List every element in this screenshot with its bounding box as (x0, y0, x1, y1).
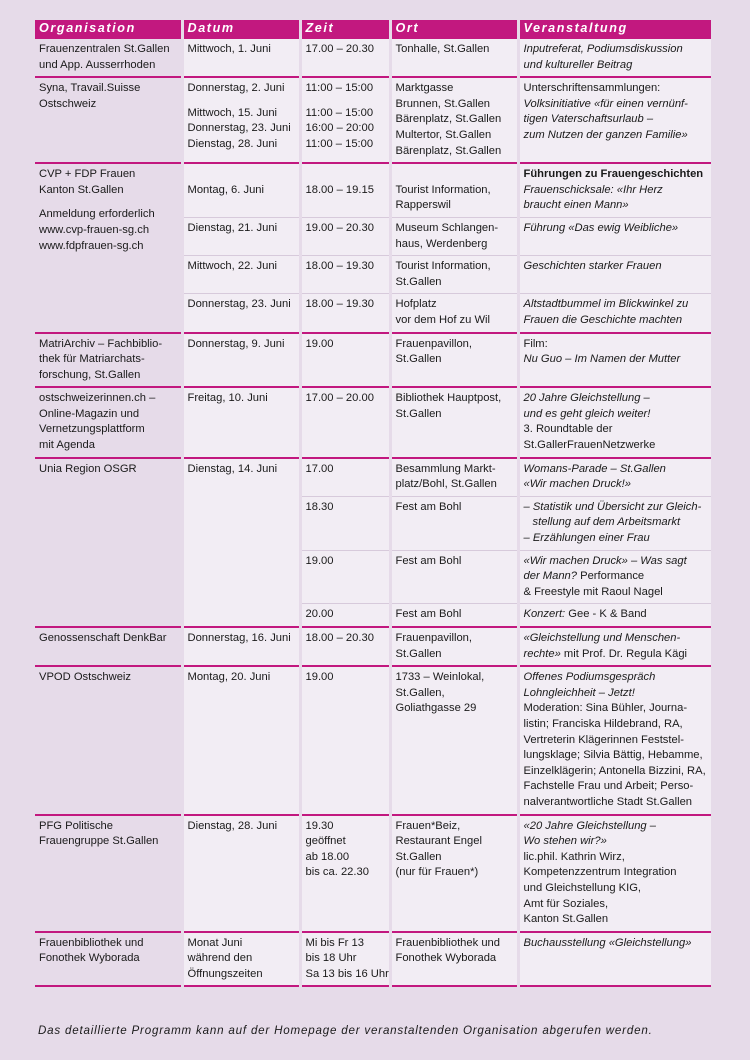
text-line: 18.00 – 19.30 (305, 260, 374, 273)
text-line: Dienstag, 14. Juni (187, 462, 278, 475)
place-cell (390, 77, 518, 163)
time-cell (300, 163, 390, 217)
text-line: und es geht gleich weiter! (523, 407, 651, 420)
event-heading: Führungen zu Frauengeschichten (523, 168, 704, 181)
text-line: St.Gallen (395, 407, 442, 420)
text-line: Vernetzungsplattform (39, 423, 145, 436)
text-line: Womans-Parade – St.Gallen (523, 462, 666, 475)
time-cell (300, 550, 390, 604)
text-line: Frauen die Geschichte machten (523, 313, 683, 326)
place-cell (390, 627, 518, 666)
event-cell (518, 294, 711, 333)
event-cell (518, 550, 711, 604)
text-line: Montag, 6. Juni (187, 183, 264, 196)
text-line: Lohngleichheit – Jetzt! (523, 686, 635, 699)
event-cell (518, 256, 711, 294)
text-line: und Gleichstellung KIG, (523, 881, 642, 894)
text-line: listin; Franciska Hildebrand, RA, (523, 717, 683, 730)
text-line: 19.00 (305, 671, 334, 684)
text-line: 20 Jahre Gleichstellung – (523, 392, 650, 405)
text-line: nalverantwortliche Stadt St.Gallen (523, 795, 693, 808)
text-line: (nur für Frauen*) (395, 866, 479, 879)
text-line: mit Agenda (39, 439, 95, 452)
event-line: – Erzählungen einer Frau (523, 532, 650, 545)
text-line: Brunnen, St.Gallen (395, 97, 491, 110)
event-heading: Film: (523, 337, 548, 350)
text-line: Unia Region OSGR (39, 462, 137, 475)
time-cell (300, 458, 390, 497)
table-row (35, 333, 711, 388)
text-line: 20.00 (305, 608, 334, 621)
text-line: Frauen*Beiz, (395, 819, 461, 832)
event-cell (518, 387, 711, 457)
time-cell (300, 932, 390, 987)
event-cell (518, 217, 711, 255)
text-line: www.fdpfrauen-sg.ch (39, 239, 144, 252)
place-cell (390, 256, 518, 294)
text-line: zum Nutzen der ganzen Familie» (523, 128, 688, 141)
text-line: 17.00 – 20.30 (305, 43, 374, 55)
text-line: Restaurant Engel (395, 835, 482, 848)
table-row (35, 39, 711, 77)
text-line: Hofplatz (395, 298, 437, 311)
place-cell (390, 496, 518, 550)
table-row (35, 77, 711, 163)
text-line: Marktgasse (395, 82, 454, 95)
text-line: Ostschweiz (39, 97, 97, 110)
table-row (35, 458, 711, 497)
text-line: Frauenschicksale: «Ihr Herz (523, 183, 663, 196)
text-line: Frauenbibliothek und (39, 936, 144, 949)
event-cell (518, 932, 711, 987)
text-line: «20 Jahre Gleichstellung – (523, 819, 656, 832)
text-line: tigen Vaterschaftsurlaub – (523, 113, 654, 126)
date-cell (182, 932, 300, 987)
time-cell (300, 666, 390, 814)
text-line: Museum Schlangen- (395, 221, 499, 234)
event-line: der Mann? (523, 570, 577, 583)
text-line: Fonothek Wyborada (39, 952, 140, 965)
text-line: Donnerstag, 23. Juni (187, 122, 291, 135)
text-line: St.Gallen, (395, 686, 445, 699)
text-line: Frauengruppe St.Gallen (39, 835, 159, 848)
text-line: Altstadtbummel im Blickwinkel zu (523, 298, 689, 311)
date-cell (182, 256, 300, 294)
event-line: stellung auf dem Arbeitsmarkt (532, 516, 681, 529)
organisation-cell (35, 815, 182, 932)
text-line: Moderation: Sina Bühler, Journa- (523, 702, 688, 715)
date-cell (182, 666, 300, 814)
organisation-cell (35, 39, 182, 77)
text-line: Donnerstag, 16. Juni (187, 632, 291, 644)
text-line: Einzelklägerin; Antonella Bizzini, RA, (523, 764, 706, 777)
text-line: forschung, St.Gallen (39, 368, 141, 381)
text-line: 11:00 – 15:00 (305, 82, 374, 95)
time-cell (300, 496, 390, 550)
text-line: 17.00 – 20.00 (305, 392, 374, 405)
text-line: Fest am Bohl (395, 500, 462, 513)
date-cell (182, 39, 300, 77)
time-cell (300, 77, 390, 163)
text-line: Frauenbibliothek und (395, 936, 500, 949)
text-line: Monat Juni (187, 936, 243, 949)
event-line: mit Prof. Dr. Regula Kägi (560, 647, 688, 660)
text-line: Genossenschaft DenkBar (39, 632, 167, 644)
text-line: Besammlung Markt- (395, 462, 496, 475)
text-line: Wo stehen wir?» (523, 835, 607, 848)
organisation-cell (35, 387, 182, 457)
text-line: lic.phil. Kathrin Wirz, (523, 850, 625, 863)
text-line: Tonhalle, St.Gallen (395, 43, 490, 55)
time-cell (300, 815, 390, 932)
text-line: vor dem Hof zu Wil (395, 313, 490, 326)
table-row (35, 387, 711, 457)
text-line: geöffnet (305, 835, 346, 848)
event-cell (518, 333, 711, 388)
text-line: St.GallerFrauenNetzwerke (523, 439, 656, 452)
text-line: 11:00 – 15:00 (305, 137, 374, 150)
text-line: Nu Guo – Im Namen der Mutter (523, 353, 681, 366)
event-heading: Unterschriftensammlungen: (523, 82, 661, 95)
date-cell (182, 815, 300, 932)
text-line: Freitag, 10. Juni (187, 392, 268, 405)
text-line: Fest am Bohl (395, 554, 462, 567)
text-line: St.Gallen (395, 647, 442, 660)
text-line: ostschweizerinnen.ch – (39, 392, 156, 405)
organisation-cell (35, 627, 182, 666)
text-line: Tourist Information, (395, 260, 491, 273)
text-line: Donnerstag, 23. Juni (187, 298, 291, 311)
event-line: rechte» (523, 647, 561, 660)
text-line: Fonothek Wyborada (395, 952, 497, 965)
event-schedule-table (35, 20, 711, 987)
organisation-cell (35, 77, 182, 163)
text-line: während den (187, 952, 253, 965)
text-line: Sa 13 bis 16 Uhr (305, 967, 389, 980)
date-cell (182, 627, 300, 666)
text-line: Mittwoch, 15. Juni (187, 106, 278, 119)
place-cell (390, 604, 518, 627)
time-cell (300, 217, 390, 255)
date-cell (182, 333, 300, 388)
text-line: 18.00 – 19.15 (305, 183, 374, 196)
text-line: platz/Bohl, St.Gallen (395, 478, 497, 491)
text-line: Frauenpavillon, (395, 337, 472, 350)
event-line: Gee - K & Band (565, 608, 647, 621)
text-line: 19.30 (305, 819, 334, 832)
text-line: Bärenplatz, St.Gallen (395, 113, 502, 126)
text-line: Multertor, St.Gallen (395, 128, 492, 141)
text-line: 11:00 – 15:00 (305, 106, 374, 119)
place-cell (390, 39, 518, 77)
organisation-cell (35, 163, 182, 332)
organisation-cell (35, 333, 182, 388)
text-line: 17.00 (305, 462, 334, 475)
time-cell (300, 256, 390, 294)
date-cell (182, 458, 300, 627)
text-line: Mittwoch, 22. Juni (187, 260, 278, 273)
text-line: Tourist Information, (395, 183, 491, 196)
date-cell (182, 294, 300, 333)
text-line: 16:00 – 20:00 (305, 122, 374, 135)
text-line: Fest am Bohl (395, 608, 462, 621)
event-line: – Statistik und Übersicht zur Gleich- (523, 500, 702, 513)
text-line: Syna, Travail.Suisse (39, 82, 141, 95)
table-row (35, 932, 711, 987)
text-line: braucht einen Mann» (523, 199, 629, 212)
place-cell (390, 550, 518, 604)
event-cell (518, 815, 711, 932)
column-header-event: Veranstaltung (518, 20, 711, 39)
text-line: bis ca. 22.30 (305, 866, 369, 879)
text-line: 19.00 (305, 554, 334, 567)
text-line: Offenes Podiumsgespräch (523, 671, 656, 684)
text-line: 18.00 – 19.30 (305, 298, 374, 311)
event-label: Konzert: (523, 608, 566, 621)
text-line: ab 18.00 (305, 850, 350, 863)
text-line: Anmeldung erforderlich (39, 208, 155, 221)
text-line: PFG Politische (39, 819, 113, 832)
text-line: Geschichten starker Frauen (523, 260, 662, 273)
time-cell (300, 627, 390, 666)
text-line: Dienstag, 21. Juni (187, 221, 278, 234)
text-line: 19.00 – 20.30 (305, 221, 374, 234)
event-cell (518, 163, 711, 217)
time-cell (300, 387, 390, 457)
text-line: Vertreterin Klägerinnen Feststel- (523, 733, 684, 746)
text-line: Fachstelle Frau und Arbeit; Perso- (523, 780, 694, 793)
text-line: Dienstag, 28. Juni (187, 819, 278, 832)
text-line: Donnerstag, 9. Juni (187, 337, 285, 350)
column-header-time: Zeit (300, 20, 390, 39)
text-line: Online-Magazin und (39, 407, 140, 420)
column-header-place: Ort (390, 20, 518, 39)
text-line: VPOD Ostschweiz (39, 671, 132, 684)
table-row (35, 815, 711, 932)
text-line: CVP + FDP Frauen (39, 168, 136, 181)
place-cell (390, 815, 518, 932)
text-line: bis 18 Uhr (305, 952, 357, 965)
text-line: 1733 – Weinlokal, (395, 671, 485, 684)
time-cell (300, 294, 390, 333)
table-row (35, 627, 711, 666)
date-cell (182, 387, 300, 457)
organisation-cell (35, 666, 182, 814)
text-line: & Freestyle mit Raoul Nagel (523, 585, 663, 598)
text-line: Bibliothek Hauptpost, (395, 392, 502, 405)
place-cell (390, 932, 518, 987)
footer-note: Das detaillierte Programm kann auf der Homepage der veranstaltenden Organisation abgerufen werden. (38, 1024, 653, 1037)
event-cell (518, 496, 711, 550)
text-line: Führung «Das ewig Weibliche» (523, 221, 679, 234)
event-cell (518, 627, 711, 666)
text-line: St.Gallen (395, 275, 442, 288)
place-cell (390, 163, 518, 217)
event-line: «Gleichstellung und Menschen- (523, 632, 681, 644)
time-cell (300, 604, 390, 627)
text-line: Frauenpavillon, (395, 632, 472, 644)
date-cell (182, 163, 300, 217)
text-line: Montag, 20. Juni (187, 671, 271, 684)
text-line: 19.00 (305, 337, 334, 350)
organisation-cell (35, 932, 182, 987)
text-line: «Wir machen Druck!» (523, 478, 631, 491)
text-line: MatriArchiv – Fachbiblio- (39, 337, 163, 350)
place-cell (390, 333, 518, 388)
text-line: 18.00 – 20.30 (305, 632, 374, 644)
table-header-row (35, 20, 711, 39)
event-line: Performance (577, 570, 645, 583)
table-row (35, 666, 711, 814)
text-line: 3. Roundtable der (523, 423, 613, 436)
text-line: Öffnungszeiten (187, 967, 263, 980)
text-line: Frauenzentralen St.Gallen (39, 43, 170, 55)
text-line: und App. Ausserrhoden (39, 58, 156, 71)
text-line: Bärenplatz, St.Gallen (395, 144, 502, 157)
event-cell (518, 77, 711, 163)
event-cell (518, 39, 711, 77)
time-cell (300, 39, 390, 77)
event-cell (518, 604, 711, 627)
place-cell (390, 387, 518, 457)
event-cell (518, 666, 711, 814)
text-line: Buchausstellung «Gleichstellung» (523, 936, 692, 949)
text-line: lungsklage; Silvia Bättig, Hebamme, (523, 749, 703, 762)
organisation-cell (35, 458, 182, 627)
place-cell (390, 458, 518, 497)
text-line: Inputreferat, Podiumsdiskussion (523, 43, 683, 55)
text-line: haus, Werdenberg (395, 237, 488, 250)
date-cell (182, 217, 300, 255)
text-line: Goliathgasse 29 (395, 702, 477, 715)
text-line: Mittwoch, 1. Juni (187, 43, 271, 55)
text-line: www.cvp-frauen-sg.ch (39, 223, 150, 236)
text-line: Kanton St.Gallen (523, 913, 609, 926)
text-line: Donnerstag, 2. Juni (187, 82, 285, 95)
text-line: und kultureller Beitrag (523, 58, 633, 71)
column-header-organisation: Organisation (35, 20, 182, 39)
text-line: St.Gallen (395, 850, 442, 863)
text-line: Mi bis Fr 13 (305, 936, 364, 949)
column-header-date: Datum (182, 20, 300, 39)
event-line: «Wir machen Druck» – Was sagt (523, 554, 687, 567)
text-line: St.Gallen (395, 353, 442, 366)
time-cell (300, 333, 390, 388)
place-cell (390, 294, 518, 333)
text-line: Kanton St.Gallen (39, 183, 124, 196)
text-line: Rapperswil (395, 199, 451, 212)
text-line: 18.30 (305, 500, 334, 513)
text-line: Kompetenzzentrum Integration (523, 866, 677, 879)
date-cell (182, 77, 300, 163)
place-cell (390, 666, 518, 814)
text-line: Volksinitiative «für einen vernünf- (523, 97, 688, 110)
text-line: Amt für Soziales, (523, 897, 609, 910)
event-cell (518, 458, 711, 497)
text-line: Dienstag, 28. Juni (187, 137, 278, 150)
text-line: thek für Matriarchats- (39, 353, 145, 366)
table-row (35, 163, 711, 217)
place-cell (390, 217, 518, 255)
